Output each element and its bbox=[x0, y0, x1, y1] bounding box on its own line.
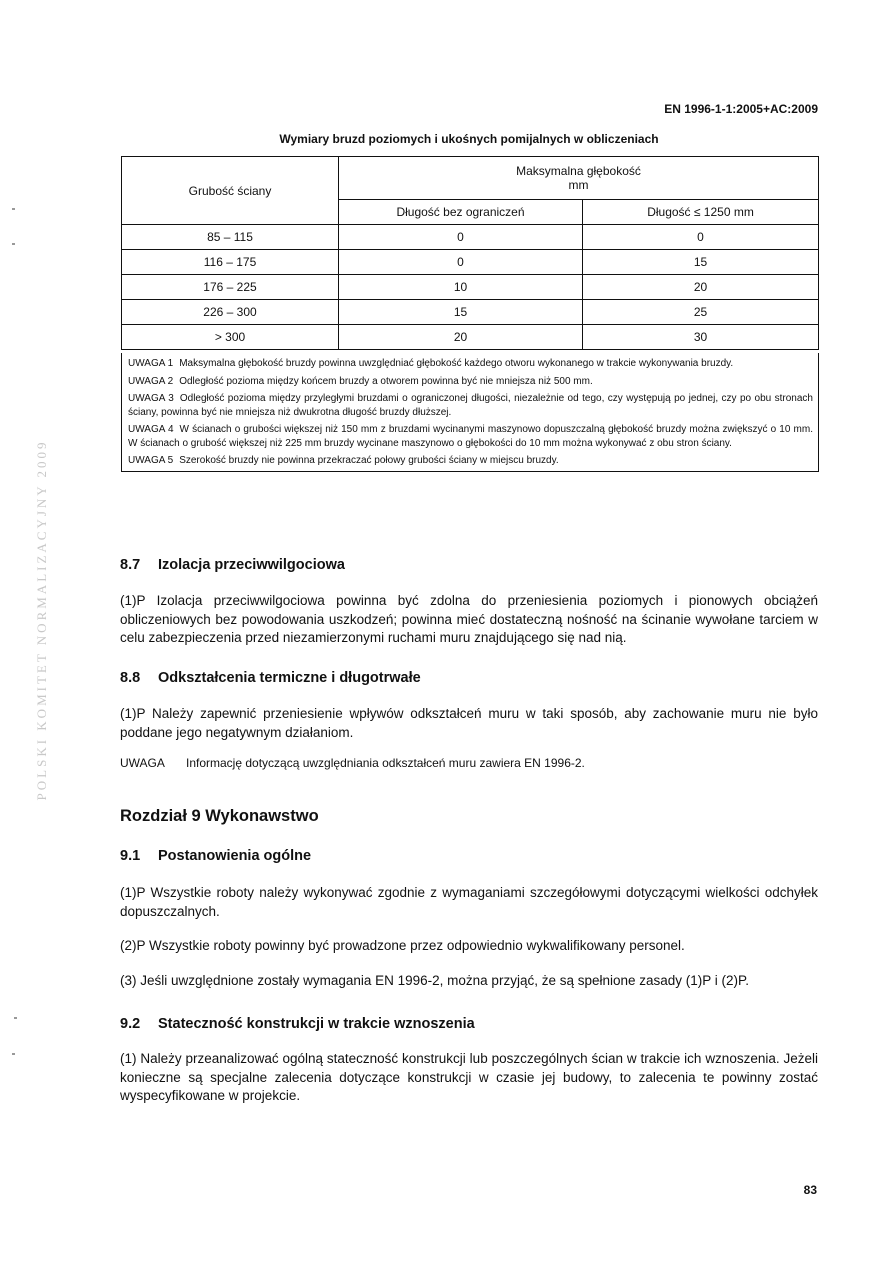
cell-unlimited: 15 bbox=[339, 300, 583, 325]
table-note bbox=[128, 375, 813, 389]
cell-unlimited: 0 bbox=[339, 225, 583, 250]
note-label: UWAGA 1 bbox=[128, 358, 174, 369]
scan-speck bbox=[12, 1053, 15, 1055]
cell-thickness: > 300 bbox=[122, 325, 339, 350]
table-row bbox=[122, 300, 819, 325]
section-heading-9-1 bbox=[120, 848, 311, 864]
note-label: UWAGA 3 bbox=[128, 393, 174, 404]
chase-dimensions-table bbox=[121, 156, 819, 350]
note-text: Szerokość bruzdy nie powinna przekraczać połowy grubości ściany w miejscu bruzdy. bbox=[179, 455, 559, 466]
note-label: UWAGA 4 bbox=[128, 424, 174, 435]
note-label: UWAGA 5 bbox=[128, 455, 174, 466]
header-max-depth bbox=[339, 157, 819, 200]
cell-thickness: 226 – 300 bbox=[122, 300, 339, 325]
section-title: Izolacja przeciwwilgociowa bbox=[158, 557, 345, 573]
scan-speck bbox=[14, 1017, 17, 1019]
table-row bbox=[122, 275, 819, 300]
note bbox=[120, 756, 585, 770]
section-number: 9.1 bbox=[120, 848, 141, 864]
cell-limited: 25 bbox=[583, 300, 819, 325]
cell-thickness: 176 – 225 bbox=[122, 275, 339, 300]
note-text: W ścianach o grubości większej niż 150 mm z bruzdami wycinanymi maszynowo dopuszczalną głębokość bruzdy można zwiększyć o 10 mm. W ścianach o grubość większej niż 225 mm bruzdy wycinane maszynowo o głębokości do 10 mm można wykonywać z obu stron ściany. bbox=[128, 424, 813, 449]
cell-limited: 0 bbox=[583, 225, 819, 250]
paragraph: (1)P Należy zapewnić przeniesienie wpływów odkształceń muru w taki sposób, aby zachowanie muru nie było poddane jego negatywnym działaniom. bbox=[120, 706, 818, 740]
cell-thickness: 116 – 175 bbox=[122, 250, 339, 275]
header-max-depth-unit: mm bbox=[568, 178, 589, 192]
header-wall-thickness: Grubość ściany bbox=[122, 157, 339, 225]
section-number: 8.7 bbox=[120, 557, 141, 573]
table-notes bbox=[121, 353, 819, 472]
section-number: 8.8 bbox=[120, 670, 141, 686]
paragraph: (3) Jeśli uwzględnione zostały wymagania EN 1996-2, można przyjąć, że są spełnione zasady (1)P i (2)P. bbox=[120, 973, 750, 988]
cell-limited: 15 bbox=[583, 250, 819, 275]
note-text: Odległość pozioma między przyległymi bruzdami o ograniczonej długości, niezależnie od tego, czy występują po jednej, czy po obu stronach ściany, powinna być nie mniejsza niż dwukrotna długość bruzdy dłuższej. bbox=[128, 393, 813, 418]
table-row bbox=[122, 225, 819, 250]
note-label: UWAGA 2 bbox=[128, 375, 174, 387]
chapter-heading: Rozdział 9 Wykonawstwo bbox=[120, 807, 319, 825]
page-number: 83 bbox=[803, 1183, 817, 1197]
scan-speck bbox=[12, 243, 15, 245]
table-row bbox=[122, 325, 819, 350]
scan-speck bbox=[12, 208, 15, 210]
note-text: Odległość pozioma między końcem bruzdy a otworem powinna być nie mniejsza niż 500 mm. bbox=[179, 375, 593, 387]
table-header-row bbox=[122, 157, 819, 200]
table-note bbox=[128, 392, 813, 419]
header-max-depth-label: Maksymalna głębokość bbox=[516, 164, 641, 178]
paragraph: (2)P Wszystkie roboty powinny być prowadzone przez odpowiednio wykwalifikowany personel. bbox=[120, 938, 685, 953]
section-heading-8-8 bbox=[120, 670, 421, 686]
table-note bbox=[128, 454, 813, 468]
table-row bbox=[122, 250, 819, 275]
section-number: 9.2 bbox=[120, 1016, 141, 1032]
table-caption: Wymiary bruzd poziomych i ukośnych pomijalnych w obliczeniach bbox=[279, 132, 659, 146]
cell-thickness: 85 – 115 bbox=[122, 225, 339, 250]
paragraph: (1)P Wszystkie roboty należy wykonywać zgodnie z wymaganiami szczegółowymi dotyczącymi wielkości odchyłek dopuszczalnych. bbox=[120, 885, 818, 919]
section-heading-9-2 bbox=[120, 1016, 475, 1032]
section-title: Odkształcenia termiczne i długotrwałe bbox=[158, 670, 421, 686]
cell-unlimited: 0 bbox=[339, 250, 583, 275]
cell-limited: 20 bbox=[583, 275, 819, 300]
header-length-unlimited: Długość bez ograniczeń bbox=[339, 200, 583, 225]
header-length-limited: Długość ≤ 1250 mm bbox=[583, 200, 819, 225]
table-note bbox=[128, 423, 813, 450]
section-heading-8-7 bbox=[120, 557, 345, 573]
document-code: EN 1996-1-1:2005+AC:2009 bbox=[664, 102, 818, 116]
note-text: Informację dotyczącą uwzględniania odkształceń muru zawiera EN 1996-2. bbox=[186, 756, 585, 770]
note-label: UWAGA bbox=[120, 756, 165, 770]
note-text: Maksymalna głębokość bruzdy powinna uwzględniać głębokość każdego otworu wykonanego w trakcie wykonywania bruzdy. bbox=[179, 358, 734, 369]
cell-unlimited: 10 bbox=[339, 275, 583, 300]
section-title: Stateczność konstrukcji w trakcie wznoszenia bbox=[158, 1016, 475, 1032]
cell-unlimited: 20 bbox=[339, 325, 583, 350]
paragraph: (1)P Izolacja przeciwwilgociowa powinna być zdolna do przeniesienia poziomych i pionowych obciążeń obliczeniowych bez powodowania uszkodzeń; powinna mieć dostateczną nośność na ścinanie wywołane tarciem w celu zabezpieczenia przed niezamierzonymi ruchami muru znajdującego się nad nią. bbox=[120, 593, 818, 645]
section-title: Postanowienia ogólne bbox=[158, 848, 312, 864]
watermark: POLSKI KOMITET NORMALIZACYJNY 2009 bbox=[34, 439, 49, 801]
table-note bbox=[128, 357, 813, 371]
paragraph: (1) Należy przeanalizować ogólną stateczność konstrukcji lub poszczególnych ścian w trakcie ich wznoszenia. Jeżeli konieczne są specjalne zalecenia dotyczące konstrukcji w czasie jej budowy, to zalecenia te powinny zostać wyspecyfikowane w projekcie. bbox=[120, 1051, 818, 1103]
cell-limited: 30 bbox=[583, 325, 819, 350]
